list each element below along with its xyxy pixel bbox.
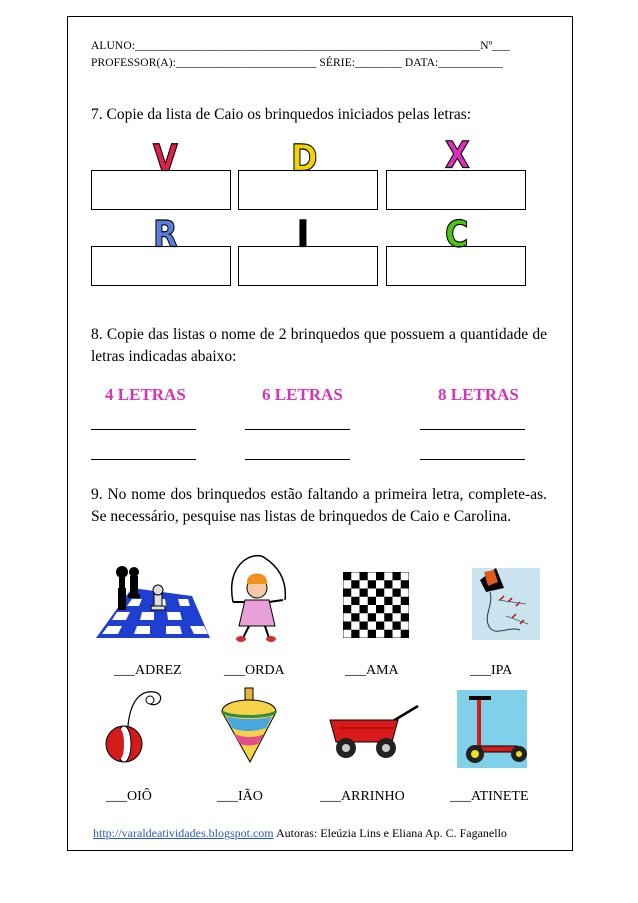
footer: [93, 826, 507, 841]
item-ipa: ___IPA: [470, 663, 513, 678]
item-iao: ___IÃO: [217, 789, 263, 804]
question-9: 9. No nome dos brinquedos estão faltando a primeira letra, complete-as. Se necessário, pesquise nas listas de brinquedos de Caio e Carolina.: [91, 486, 547, 525]
jump-rope-girl-icon: [225, 552, 295, 644]
letter-r: R: [153, 212, 178, 256]
item-atinete: ___ATINETE: [450, 789, 529, 804]
student-line: ALUNO:___________________________________________________________Nº___: [91, 40, 510, 52]
answer-box-d[interactable]: [238, 170, 378, 210]
yoyo-icon: [100, 682, 170, 764]
column-6-letras: 6 LETRAS: [262, 385, 343, 404]
column-4-letras: 4 LETRAS: [105, 385, 186, 404]
item-ama: ___AMA: [345, 663, 399, 678]
item-oio: ___OIÔ: [106, 789, 152, 804]
blog-link[interactable]: http://varaldeatividades.blogspot.com: [93, 826, 274, 840]
letter-v: V: [153, 136, 178, 180]
question-8: 8. Copie das listas o nome de 2 brinquedos que possuem a quantidade de letras indicadas abaixo:: [91, 326, 547, 365]
spinning-top-icon: [218, 686, 280, 766]
item-orda: ___ORDA: [224, 663, 285, 678]
kite-icon: [470, 566, 542, 642]
chess-board-icon: [92, 558, 212, 640]
scooter-icon: [455, 688, 531, 770]
letter-c: C: [445, 212, 469, 256]
column-8-letras: 8 LETRAS: [438, 385, 519, 404]
checkerboard-icon: [343, 572, 409, 638]
item-adrez: ___ADREZ: [114, 663, 182, 678]
answer-line[interactable]: [420, 459, 525, 460]
answer-box-i[interactable]: [238, 246, 378, 286]
answer-line[interactable]: [420, 429, 525, 430]
authors-text: Autoras: Eleúzia Lins e Eliana Ap. C. Faganello: [273, 826, 507, 840]
answer-box-r[interactable]: [91, 246, 231, 286]
answer-box-c[interactable]: [386, 246, 526, 286]
answer-box-v[interactable]: [91, 170, 231, 210]
question-7: 7. Copie da lista de Caio os brinquedos iniciados pelas letras:: [91, 106, 472, 123]
answer-line[interactable]: [245, 429, 350, 430]
letter-d: D: [291, 136, 318, 180]
answer-line[interactable]: [91, 429, 196, 430]
answer-line[interactable]: [91, 459, 196, 460]
answer-line[interactable]: [245, 459, 350, 460]
answer-box-x[interactable]: [386, 170, 526, 210]
item-arrinho: ___ARRINHO: [320, 789, 405, 804]
wagon-icon: [328, 702, 420, 760]
letter-x: X: [445, 133, 470, 177]
letter-i: I: [297, 212, 309, 256]
teacher-line: PROFESSOR(A):________________________ SÉRIE:________ DATA:___________: [91, 57, 503, 69]
